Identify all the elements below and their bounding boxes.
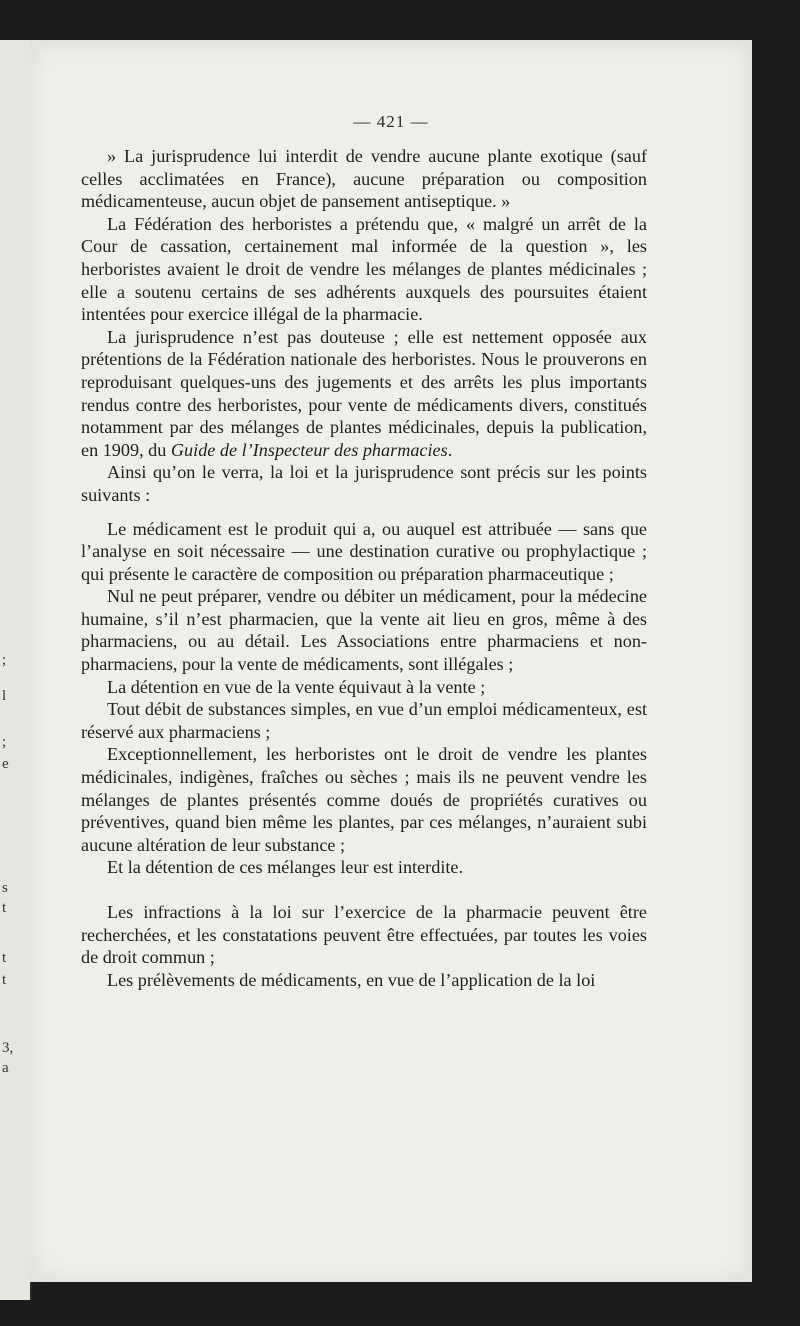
paragraph: Le médicament est le produit qui a, ou auquel est attribuée — sans que l’analyse en soit nécessaire — une destination curative ou prophylactique ; qui présente le caractère de composition ou préparation pharmaceutique ; [81,518,647,584]
margin-fragment: a [2,1060,9,1076]
adjacent-page-edge [0,40,32,1300]
paragraph: La jurisprudence n’est pas douteuse ; elle est nettement opposée aux prétentions de la Fédération nationale des herboristes. Nous le prouverons en reproduisant quelques-uns des jugements et des arrêts les plus importants rendus contre des herboristes, pour vente de médicaments divers, constitués notamment par des mélanges de plantes médicinales, depuis la publication, en 1909, du Guide de l’Inspecteur des pharmacies. [81,326,647,460]
paragraph: Les prélèvements de médicaments, en vue de l’application de la loi [107,969,596,990]
page-number: — 421 — [353,112,429,131]
margin-fragment: l [2,688,7,704]
margin-fragment: s [2,880,8,896]
margin-fragment: t [2,900,7,916]
paragraph: Nul ne peut préparer, vendre ou débiter un médicament, pour la médecine humaine, s’il n’est pharmacien, que la vente ait lieu en gros, même à des pharmaciens, ou au détail. Les Associations entre pharmaciens et non-pharmaciens, pour la vente de médicaments, sont illégales ; [81,586,647,675]
paragraph: Tout débit de substances simples, en vue d’un emploi médicamenteux, est réservé aux pharmaciens ; [81,699,647,742]
paragraph: Les infractions à la loi sur l’exercice de la pharmacie peuvent être recherchées, et les constatations peuvent être effectuées, par toutes les voies de droit commun ; [81,902,647,968]
margin-fragment: ; [2,734,7,750]
book-page [30,40,752,1282]
paragraph: » La jurisprudence lui interdit de vendre aucune plante exotique (sauf celles acclimatées en France), aucune préparation ou composition médicamenteuse, aucun objet de pansement antiseptique. » [81,146,647,212]
paragraph: Et la détention de ces mélanges leur est interdite. [107,857,464,878]
margin-fragment: t [2,950,7,966]
margin-fragment: 3, [2,1040,14,1056]
margin-fragment: t [2,972,7,988]
paragraph: Exceptionnellement, les herboristes ont le droit de vendre les plantes médicinales, indigènes, fraîches ou sèches ; mais ils ne peuvent vendre les mélanges de plantes présentés comme doués de propriétés curatives ou préventives, quand bien même les plantes, par ces mélanges, n’auraient subi aucune altération de leur substance ; [81,744,647,855]
italic-title: Guide de l’Inspecteur des pharmacies [170,439,448,460]
paragraph: Ainsi qu’on le verra, la loi et la jurisprudence sont précis sur les points suivants : [81,462,647,505]
margin-fragment: e [2,756,9,772]
page-body [81,145,647,991]
margin-fragment: ; [2,652,7,668]
paragraph: La Fédération des herboristes a prétendu que, « malgré un arrêt de la Cour de cassation, certainement mal informée de la question », les herboristes avaient le droit de vendre les mélanges de plantes médicinales ; elle a soutenu certains de ses adhérents auxquels des poursuites étaient intentées pour exercice illégal de la pharmacie. [81,213,647,325]
paragraph: La détention en vue de la vente équivaut à la vente ; [107,676,486,697]
